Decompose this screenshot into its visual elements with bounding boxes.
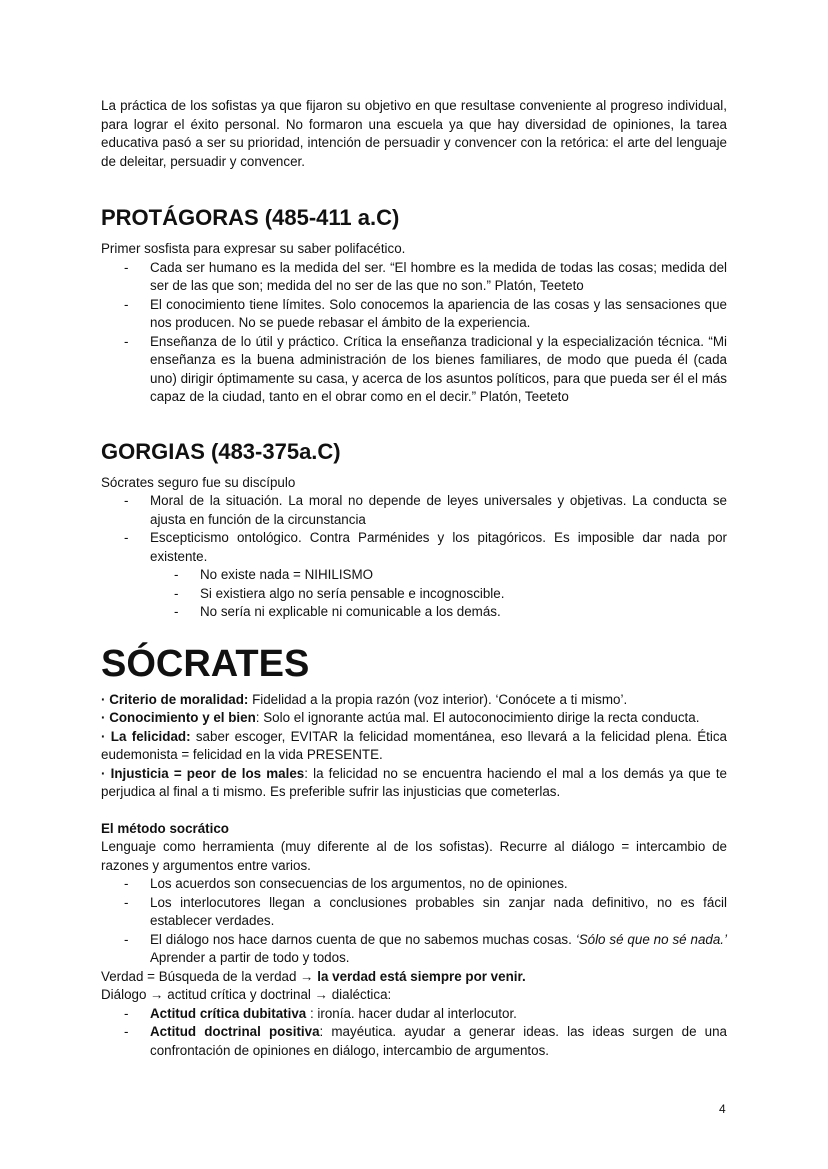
attitude-term: Actitud doctrinal positiva [150, 1024, 320, 1039]
socrates-point [101, 709, 727, 728]
attitude-term: Actitud crítica dubitativa [150, 1005, 307, 1021]
protagoras-lead: Primer sosfista para expresar su saber polifacético. [101, 241, 406, 256]
item-text: El diálogo nos hace darnos cuenta de que no sabemos muchas cosas. [150, 931, 576, 947]
socrates-heading: SÓCRATES [101, 642, 310, 685]
bullet-dot: · [101, 691, 106, 707]
bullet-dot: · [101, 765, 106, 781]
attitudes-list [101, 1005, 727, 1061]
list-item: - Si existiera algo no sería pensable e incognoscible. [101, 585, 727, 604]
item-quote: ‘Sólo sé que no sé nada.’ [575, 931, 727, 947]
gorgias-list [101, 492, 727, 566]
point-text: saber escoger, EVITAR la felicidad momentánea, eso llevará a la felicidad plena. Ética eudemonista = felicidad en la vida PRESENTE. [101, 728, 727, 762]
bullet-dot: · [101, 728, 106, 744]
list-item: - No sería ni explicable ni comunicable a los demás. [101, 603, 727, 622]
list-item: - Escepticismo ontológico. Contra Parménides y los pitagóricos. Es imposible dar nada por existente. [101, 529, 727, 566]
attitude-text: : mayéutica. ayudar a generar ideas. las ideas surgen de una confrontación de opiniones en diálogo, intercambio de argumentos. [150, 1024, 727, 1058]
page-number: 4 [719, 1102, 726, 1116]
point-text: : Solo el ignorante actúa mal. El autoconocimiento dirige la recta conducta. [255, 710, 700, 725]
list-item: - Los acuerdos son consecuencias de los argumentos, no de opiniones. [101, 875, 727, 894]
point-term: Criterio de moralidad: [109, 691, 249, 707]
method-list [101, 875, 727, 968]
gorgias-sublist [101, 566, 727, 622]
point-term: Conocimiento y el bien [109, 710, 256, 725]
point-term: Injusticia = peor de los males [110, 765, 305, 781]
socrates-point [101, 728, 727, 765]
point-term: La felicidad: [110, 728, 191, 744]
item-text: Aprender a partir de todo y todos. [150, 950, 350, 965]
socrates-points [101, 691, 727, 802]
list-item: - Cada ser humano es la medida del ser. “El hombre es la medida de todas las cosas; medida del ser de las que son; medida del no ser de las que no son.” Platón, Teeteto [101, 259, 727, 296]
socrates-point [101, 765, 727, 802]
point-text: Fidelidad a la propia razón (voz interior). ‘Conócete a ti mismo’. [248, 691, 628, 707]
list-item [101, 1023, 727, 1060]
list-item: - Los interlocutores llegan a conclusiones probables sin zanjar nada definitivo, no es fácil establecer verdades. [101, 894, 727, 931]
truth-emphasis: la verdad está siempre por venir. [317, 968, 526, 984]
list-item: - Moral de la situación. La moral no depende de leyes universales y objetivas. La conducta se ajusta en función de la circunstancia [101, 492, 727, 529]
list-item: - El conocimiento tiene límites. Solo conocemos la apariencia de las cosas y las sensaciones que nos producen. No se puede rebasar el ámbito de la experiencia. [101, 296, 727, 333]
method-lead: Lenguaje como herramienta (muy diferente al de los sofistas). Recurre al diálogo = intercambio de razones y argumentos entre varios. [101, 839, 727, 873]
gorgias-lead: Sócrates seguro fue su discípulo [101, 474, 296, 490]
gorgias-heading: GORGIAS (483-375a.C) [101, 438, 341, 464]
truth-line [101, 968, 727, 987]
method-heading: El método socrático [101, 820, 229, 836]
list-item: - No existe nada = NIHILISMO [101, 566, 727, 585]
list-item: - Enseñanza de lo útil y práctico. Crítica la enseñanza tradicional y la especialización técnica. “Mi enseñanza es la buena administración de los bienes familiares, de modo que pueda él (cada uno) dirigir óptimamente su casa, y acerca de los asuntos políticos, para que pueda ser él el más capaz de la ciudad, tanto en el obrar como en el decir.” Platón, Teeteto [101, 333, 727, 407]
dialog-line: Diálogo → actitud crítica y doctrinal → dialéctica: [101, 987, 392, 1002]
list-item [101, 1005, 727, 1024]
socrates-point [101, 691, 727, 710]
protagoras-list [101, 259, 727, 407]
truth-text: Verdad = Búsqueda de la verdad → [101, 968, 318, 984]
intro-paragraph: La práctica de los sofistas ya que fijaron su objetivo en que resultase conveniente al progreso individual, para lograr el éxito personal. No formaron una escuela ya que hay diversidad de opiniones, la tarea educativa pasó a ser su prioridad, intención de persuadir y convencer con la retórica: el arte del lenguaje de deleitar, persuadir y convencer. [101, 98, 727, 169]
attitude-text: : ironía. hacer dudar al interlocutor. [306, 1005, 517, 1021]
document-page [101, 97, 727, 1060]
point-text: : la felicidad no se encuentra haciendo el mal a los demás ya que te perjudica al final a ti mismo. Es preferible sufrir las injusticias que cometerlas. [101, 765, 727, 799]
list-item [101, 931, 727, 968]
protagoras-heading: PROTÁGORAS (485-411 a.C) [101, 205, 400, 230]
bullet-dot: · [101, 710, 106, 725]
